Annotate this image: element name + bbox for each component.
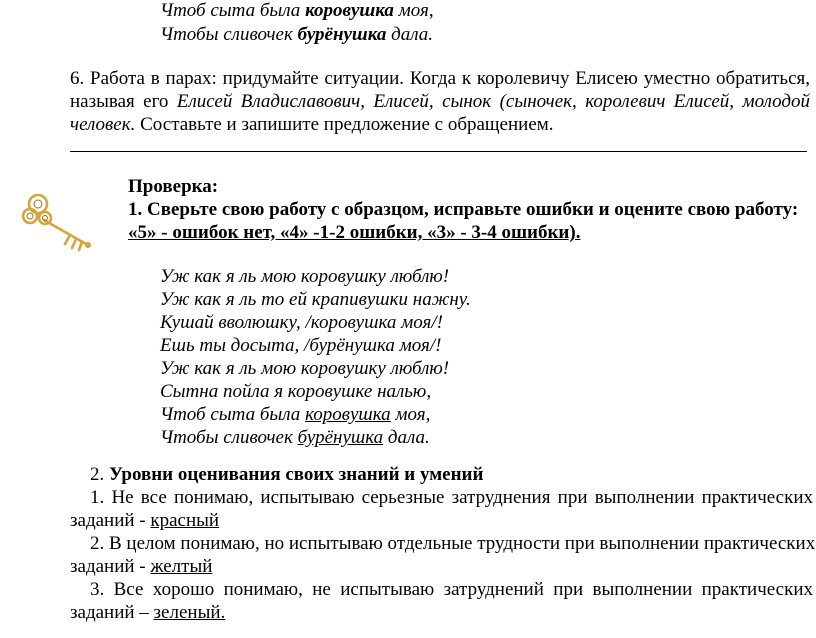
answer-line	[70, 151, 807, 152]
check-heading: Проверка:	[128, 176, 219, 197]
task6-line-1: 6. Работа в парах: придумайте ситуации. Когда к королевичу Елисею уместно обратиться,	[70, 68, 810, 89]
level-3-line-1: 3. Все хорошо понимаю, не испытываю затруднений при выполнении практических	[90, 579, 813, 600]
level-color-yellow: желтый	[150, 556, 213, 577]
check-grading: «5» - ошибок нет, «4» -1-2 ошибки, «3» - 3-4 ошибки).	[128, 222, 581, 243]
task6-line-2: называя его Елисей Владиславович, Елисей, сынок (сыночек, королевич Елисей, молодой	[70, 91, 810, 112]
level-3-line-2: заданий – зеленый.	[70, 602, 226, 623]
level-color-red: красный	[150, 510, 220, 531]
task6-line-3: человек. Составьте и запишите предложение с обращением.	[70, 114, 554, 135]
poem-line: Чтоб сыта была коровушка моя,	[160, 404, 431, 425]
level-color-green: зеленый.	[153, 602, 226, 623]
level-2-line-1: 2. В целом понимаю, но испытываю отдельные трудности при выполнении практических	[90, 533, 816, 554]
poem-line: Уж как я ль мою коровушку люблю!	[160, 266, 450, 287]
poem-line: Уж как я ль мою коровушку люблю!	[160, 358, 450, 379]
poem-line: Кушай вволюшку, /коровушка моя/!	[160, 312, 443, 333]
poem-line: Уж как я ль то ей крапивушки нажну.	[160, 289, 471, 310]
level-1-line-1: 1. Не все понимаю, испытываю серьезные затруднения при выполнении практических	[90, 487, 813, 508]
golden-key-icon	[18, 190, 96, 258]
poem-top-line-1: Чтоб сыта была коровушка моя,	[160, 0, 434, 21]
check-instruction: 1. Сверьте свою работу с образцом, исправьте ошибки и оцените свою работу:	[128, 199, 799, 220]
poem-top-line-2: Чтобы сливочек бурёнушка дала.	[160, 24, 434, 45]
level-2-line-2: заданий - желтый	[70, 556, 213, 577]
level-1-line-2: заданий - красный	[70, 510, 220, 531]
levels-heading: 2. Уровни оценивания своих знаний и умений	[90, 464, 484, 485]
poem-line: Чтобы сливочек бурёнушка дала.	[160, 427, 430, 448]
poem-line: Ешь ты досыта, /бурёнушка моя/!	[160, 335, 442, 356]
poem-line: Сытна пойла я коровушке налью,	[160, 381, 432, 402]
